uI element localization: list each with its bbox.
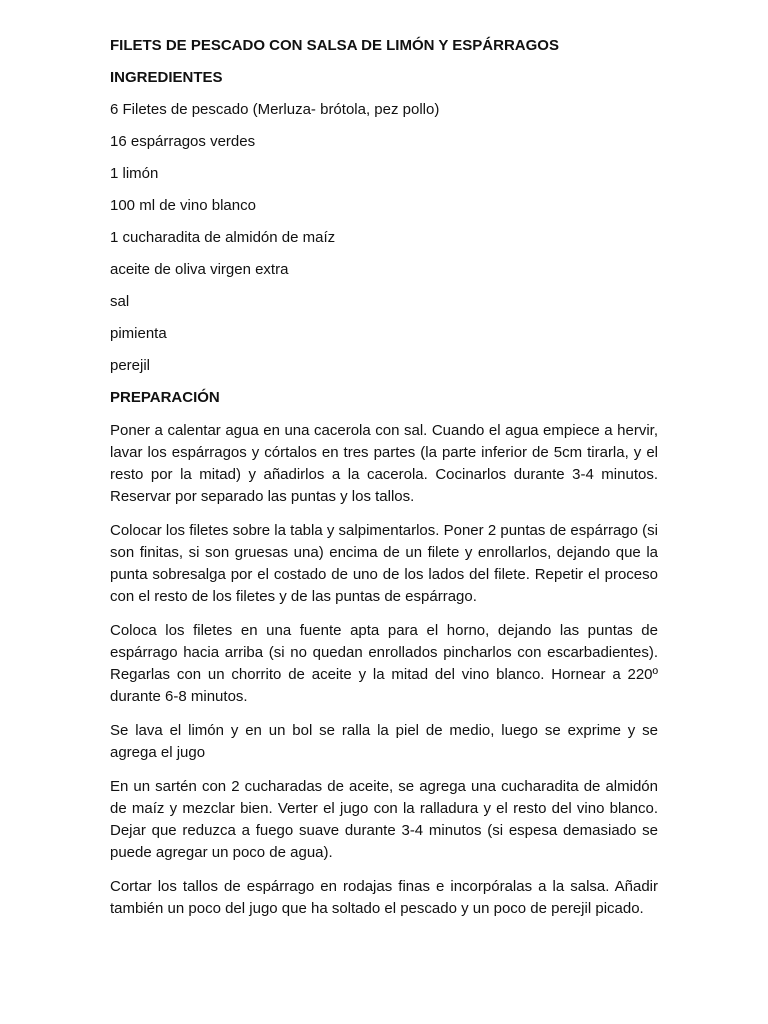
preparation-step: En un sartén con 2 cucharadas de aceite, se agrega una cucharadita de almidón de maíz y mezclar bien. Verter el jugo con la ralladura y el resto del vino blanco. Dejar que reduzca a fuego suave durante 3-4 minutos (si espesa demasiado se puede agregar un poco de agua). [110, 778, 658, 861]
preparation-step: Coloca los filetes en una fuente apta para el horno, dejando las puntas de espárrago hacia arriba (si no quedan enrollados pincharlos con escarbadientes). Regarlas con un chorrito de aceite y la mitad del vino blanco. Hornear a 220º durante 6-8 minutos. [110, 622, 658, 705]
ingredients-list [110, 100, 658, 376]
ingredient-item: 100 ml de vino blanco [110, 197, 256, 214]
ingredient-item: 1 limón [110, 165, 159, 182]
ingredients-heading: INGREDIENTES [110, 69, 223, 86]
ingredient-item: pimienta [110, 325, 167, 342]
ingredient-item: sal [110, 293, 130, 310]
ingredient-item: 16 espárragos verdes [110, 133, 256, 150]
ingredient-item: perejil [110, 357, 151, 374]
preparation-heading: PREPARACIÓN [110, 389, 220, 406]
document-page [110, 36, 658, 932]
recipe-title: FILETS DE PESCADO CON SALSA DE LIMÓN Y ESPÁRRAGOS [110, 37, 559, 54]
ingredient-item: 1 cucharadita de almidón de maíz [110, 229, 336, 246]
preparation-steps [110, 420, 658, 920]
preparation-step: Poner a calentar agua en una cacerola con sal. Cuando el agua empiece a hervir, lavar los espárragos y córtalos en tres partes (la parte inferior de 5cm tirarla, y el resto por la mitad) y añadirlos a la cacerola. Cocinarlos durante 3-4 minutos. Reservar por separado las puntas y los tallos. [110, 422, 658, 505]
ingredient-item: aceite de oliva virgen extra [110, 261, 289, 278]
preparation-step: Cortar los tallos de espárrago en rodajas finas e incorpóralas a la salsa. Añadir también un poco del jugo que ha soltado el pescado y un poco de perejil picado. [110, 878, 658, 917]
preparation-step: Colocar los filetes sobre la tabla y salpimentarlos. Poner 2 puntas de espárrago (si son finitas, si son gruesas una) encima de un filete y enrollarlos, dejando que la punta sobresalga por el costado de uno de los lados del filete. Repetir el proceso con el resto de los filetes y de las puntas de espárrago. [110, 522, 658, 605]
ingredient-item: 6 Filetes de pescado (Merluza- brótola, pez pollo) [110, 101, 440, 118]
preparation-step: Se lava el limón y en un bol se ralla la piel de medio, luego se exprime y se agrega el jugo [110, 722, 658, 761]
